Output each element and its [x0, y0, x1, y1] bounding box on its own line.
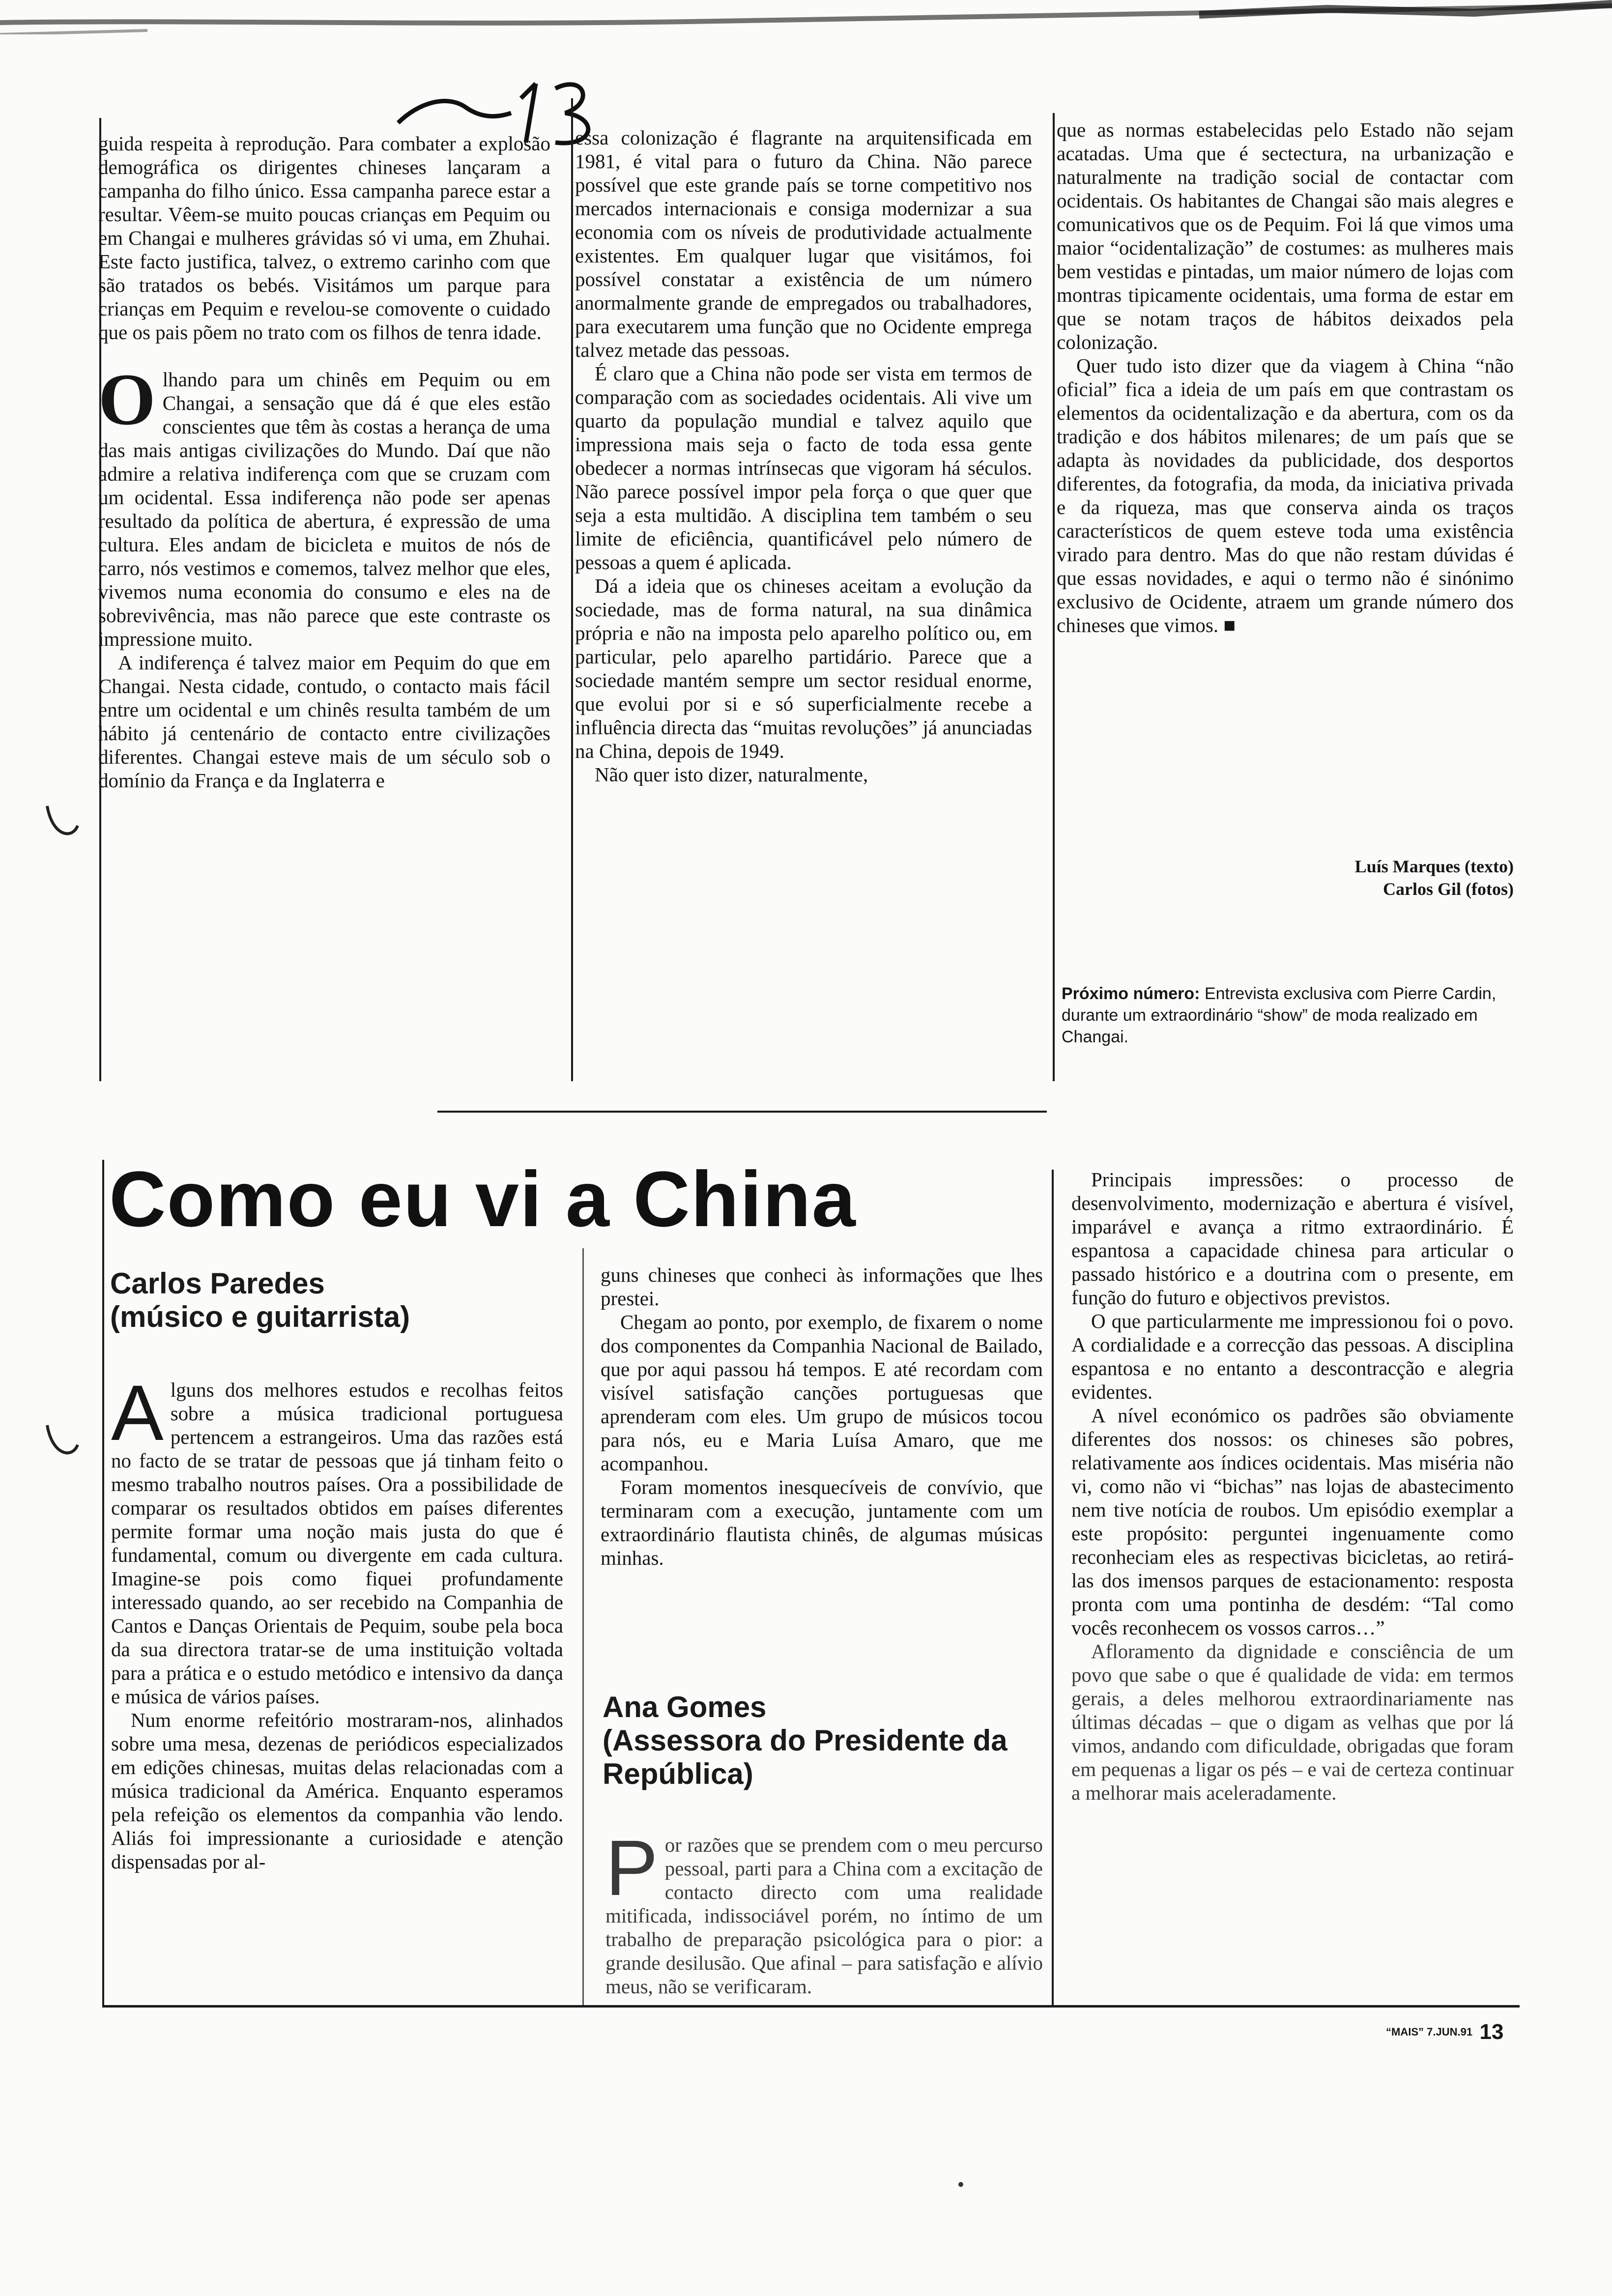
lower-col1-paragraph-2: Num enorme refeitório mostraram-nos, alinhados sobre uma mesa, dezenas de periódicos especializados em edições chinesas, muitas delas relacionadas com a música tradicional da América. Enquanto esperamos pela refeição os elementos da companhia vão lendo. Aliás foi impressionante a curiosidade e atenção dispensadas por al- [111, 1709, 563, 1873]
next-issue-label: Próximo número: [1062, 984, 1200, 1003]
person2-name: Ana Gomes [603, 1691, 767, 1723]
lower-col3-paragraph-1: Principais impressões: o processo de desenvolvimento, modernização e abertura é visível, imparável e avança a ritmo extraordinário. É espantosa a capacidade chinesa para articular o passado histórico e a doutrina com o presente, em função do futuro e objectivos previstos. [1071, 1168, 1514, 1309]
lower-col3-paragraph-3: A nível económico os padrões são obviamente diferentes dos nossos: os chineses são pobres, relativamente aos índices ocidentais. Mas miséria não vi, como não vi “bichas” nas lojas de abastecimento nem tive notícia de roubos. Um episódio exemplar a este propósito: perguntei ingenuamente como reconheciam eles as respectivas bicicletas, ao retirá-las dos imensos parques de estacionamento: resposta pronta com uma pontinha de desdém: “Tal como vocês reconhecem os vossos carros…” [1071, 1404, 1514, 1639]
upper-column-1 [98, 132, 550, 792]
upper-col3-paragraph-1: que as normas estabelecidas pelo Estado não sejam acatadas. Uma que é sectectura, na urbanização e naturalmente na tradição social de contactar com ocidentais. Os habitantes de Changai são mais alegres e comunicativos que os de Pequim. Foi lá que vimos uma maior “ocidentalização” de costumes: as mulheres mais bem vestidas e pintadas, um maior número de lojas com montras tipicamente ocidentais, uma forma de estar em que se notam traços de hábitos deixados pela colonização. [1057, 118, 1514, 353]
lower-col-divider-2 [1052, 1170, 1054, 2005]
lower-col1-dropcap-text: lguns dos melhores estudos e recolhas feitos sobre a música tradicional portuguesa pertencem a estrangeiros. Uma das razões está no facto de se tratar de pessoas que já tinham feito o mesmo trabalho noutros países. Ora a possibilidade de comparar os resultados obtidos em países diferentes permite formar uma noção mais justa do que é fundamental, comum ou divergente em cada cultura. Imagine-se pois como fiquei profundamente interessado quando, ao ser recebido na Companhia de Cantos e Danças Orientais de Pequim, soube pela boca da sua directora tratar-se de uma instituição voltada para a prática e o estudo metódico e intensivo da dança e música de vários países. [111, 1378, 563, 1708]
upper-col2-paragraph-2: É claro que a China não pode ser vista em termos de comparação com as sociedades ocidentais. Ali vive um quarto da população mundial e talvez aquilo que impressiona mais seja o facto de toda essa gente obedecer a normas intrínsecas que vigoram há séculos. Não parece possível impor pela força o que quer que seja a esta multidão. A disciplina tem também o seu limite de eficiência, quantificável pelo número de pessoas a quem é aplicada. [575, 362, 1032, 574]
lower-col1-dropcap-paragraph [111, 1369, 563, 1708]
lower-bottom-frame-rule [102, 2005, 1520, 2008]
article-separator-rule [437, 1111, 1047, 1113]
upper-col3-paragraph-2: Quer tudo isto dizer que da viagem à China “não oficial” fica a ideia de um país em que contrastam os elementos da ocidentalização e da abertura, com os da tradição e dos hábitos milenares; de um país que se adapta às novidades da publicidade, dos desportos diferentes, da fotografia, da moda, da iniciativa privada e da riqueza, mas que conserva ainda os traços característicos de quem esteve toda uma existência virado para dentro. Mas do que não restam dúvidas é que essas novidades, e aqui o termo não é sinónimo exclusivo de Ocidente, atraem um grande número dos chineses que vimos. ■ [1057, 354, 1514, 636]
credit-text: Luís Marques (texto) [1354, 857, 1514, 876]
top-scan-border [0, 0, 1612, 34]
next-issue-text: Entrevista exclusiva com Pierre Cardin, durante um extraordinário “show” de moda realizado em Changai. [1062, 984, 1497, 1046]
lower-col2-paragraph-2: Chegam ao ponto, por exemplo, de fixarem o nome dos componentes da Companhia Nacional de Bailado, que por aqui passou há tempos. E até recordam com visível satisfação canções portuguesas que aprenderam com eles. Um grupo de músicos tocou para nós, eu e Maria Luísa Amaro, que me acompanhou. [601, 1311, 1043, 1475]
lower-col2-dropcap-text: or razões que se prendem com o meu percurso pessoal, parti para a China com a excitação de contacto directo com uma realidade mitificada, indissociável porém, no íntimo de um trabalho de preparação psicológica para o pior: a grande desilusão. Que afinal – para satisfação e alívio meus, não se verificaram. [605, 1834, 1043, 1998]
upper-col2-paragraph-4: Não quer isto dizer, naturalmente, [595, 763, 868, 786]
lower-col3-paragraph-2: O que particularmente me impressionou foi o povo. A cordialidade e a correcção das pessoas. A disciplina espantosa e no entanto a descontracção e alegria evidentes. [1071, 1310, 1514, 1403]
page-folio [1386, 2020, 1503, 2044]
lower-col2-dropcap-paragraph [605, 1824, 1043, 1998]
credit-photos: Carlos Gil (fotos) [1383, 879, 1514, 899]
person2-role: (Assessora do Presidente da República) [603, 1724, 1008, 1790]
margin-mark-upper [42, 796, 82, 850]
lower-dropcap-letter-a: A [111, 1369, 164, 1457]
lower-column-1 [111, 1369, 563, 1873]
person2-heading [603, 1691, 1045, 1791]
lower-col3-paragraph-4: Afloramento da dignidade e consciência de um povo que sabe o que é qualidade de vida: em termos gerais, a deles melhorou extraordinariamente nas últimas décadas – que o digam as velhas que por lá vimos, andando com dificuldade, obrigadas que foram em pequenas a ligar os pés – e vai de certeza continuar a melhorar mais aceleradamente. [1071, 1640, 1514, 1804]
upper-dropcap-paragraph-text: lhando para um chinês em Pequim ou em Changai, a sensação que dá é que eles estão conscientes que têm às costas a herança de uma das mais antigas civilizações do Mundo. Daí que não admire a relativa indiferença com que se cruzam com um ocidental. Essa indiferença não pode ser apenas resultado da política de abertura, é expressão de uma cultura. Eles andam de bicicleta e muitos de nós de carro, nós vestimos e comemos, talvez melhor que eles, vivemos numa economia do consumo e eles na de sobrevivência, mas não parece que este contraste os impressione muito. [98, 368, 550, 650]
upper-col1-dropcap-paragraph [98, 359, 550, 651]
folio-label: “MAIS” 7.JUN.91 [1386, 2026, 1473, 2038]
upper-col1-paragraph-2: A indiferença é talvez maior em Pequim do que em Changai. Nesta cidade, contudo, o contacto mais fácil entre um ocidental e um chinês resulta também de um hábito já centenário de contacto entre civilizações diferentes. Changai esteve mais de um século sob o domínio da França e da Inglaterra e [98, 651, 550, 792]
scan-border-marks [0, 0, 1612, 34]
lower-column-2-ana [605, 1824, 1043, 1998]
person1-role: (músico e guitarrista) [110, 1300, 410, 1333]
lower-left-frame-rule [102, 1160, 104, 2005]
upper-column-3 [1057, 118, 1514, 637]
upper-col1-paragraph: guida respeita à reprodução. Para combater a explosão demográfica os dirigentes chineses lançaram a campanha do filho único. Essa campanha parece estar a resultar. Vêem-se muito poucas crianças em Pequim ou em Changai e mulheres grávidas só vi uma, em Zhuhai. Este facto justifica, talvez, o extremo carinho com que são tratados os bebés. Visitámos um parque para crianças em Pequim e revelou-se comovente o cuidado que os pais põem no trato com os filhos de tenra idade. [98, 132, 550, 344]
folio-page-number: 13 [1479, 2020, 1504, 2044]
margin-mark-lower [42, 1415, 82, 1469]
article-headline: Como eu vi a China [109, 1155, 857, 1243]
lower-dropcap-letter-p: P [605, 1824, 658, 1912]
upper-col-divider-1 [571, 98, 573, 1081]
upper-col2-paragraph-3: Dá a ideia que os chineses aceitam a evolução da sociedade, mas de forma natural, na sua dinâmica própria e não na imposta pelo aparelho político ou, em particular, pelo aparelho partidário. Parece que a sociedade mantém sempre um sector residual enorme, que evolui por si e só superficialmente recebe a influência directa das “muitas revoluções” já anunciadas na China, depois de 1949. [575, 574, 1032, 762]
lower-col2-paragraph-1: guns chineses que conheci às informações que lhes prestei. [601, 1263, 1043, 1310]
upper-col-divider-2 [1053, 113, 1055, 1081]
lower-col2-paragraph-3: Foram momentos inesquecíveis de convívio, que terminaram com a execução, juntamente com um extraordinário flautista chinês, de algumas músicas minhas. [601, 1476, 1043, 1569]
next-issue-note [1062, 983, 1514, 1048]
upper-column-2 [575, 126, 1032, 786]
author-credits [1130, 855, 1514, 900]
lower-column-2 [601, 1263, 1043, 1570]
person1-name: Carlos Paredes [110, 1267, 325, 1300]
person1-heading [110, 1267, 562, 1334]
lower-col-divider-1 [582, 1248, 584, 2005]
upper-col2-paragraph-1: essa colonização é flagrante na arquitensificada em 1981, é vital para o futuro da China. Não parece possível que este grande país se torne competitivo nos mercados internacionais e consiga modernizar a sua economia com os níveis de produtividade actualmente existentes. Em qualquer lugar que visitámos, foi possível constatar a existência de um número anormalmente grande de empregados ou trabalhadores, para executarem uma função que no Ocidente emprega talvez metade das pessoas. [575, 126, 1032, 361]
upper-dropcap-letter: O [98, 359, 156, 440]
lower-column-3 [1071, 1168, 1514, 1805]
scan-speck [958, 2182, 963, 2187]
